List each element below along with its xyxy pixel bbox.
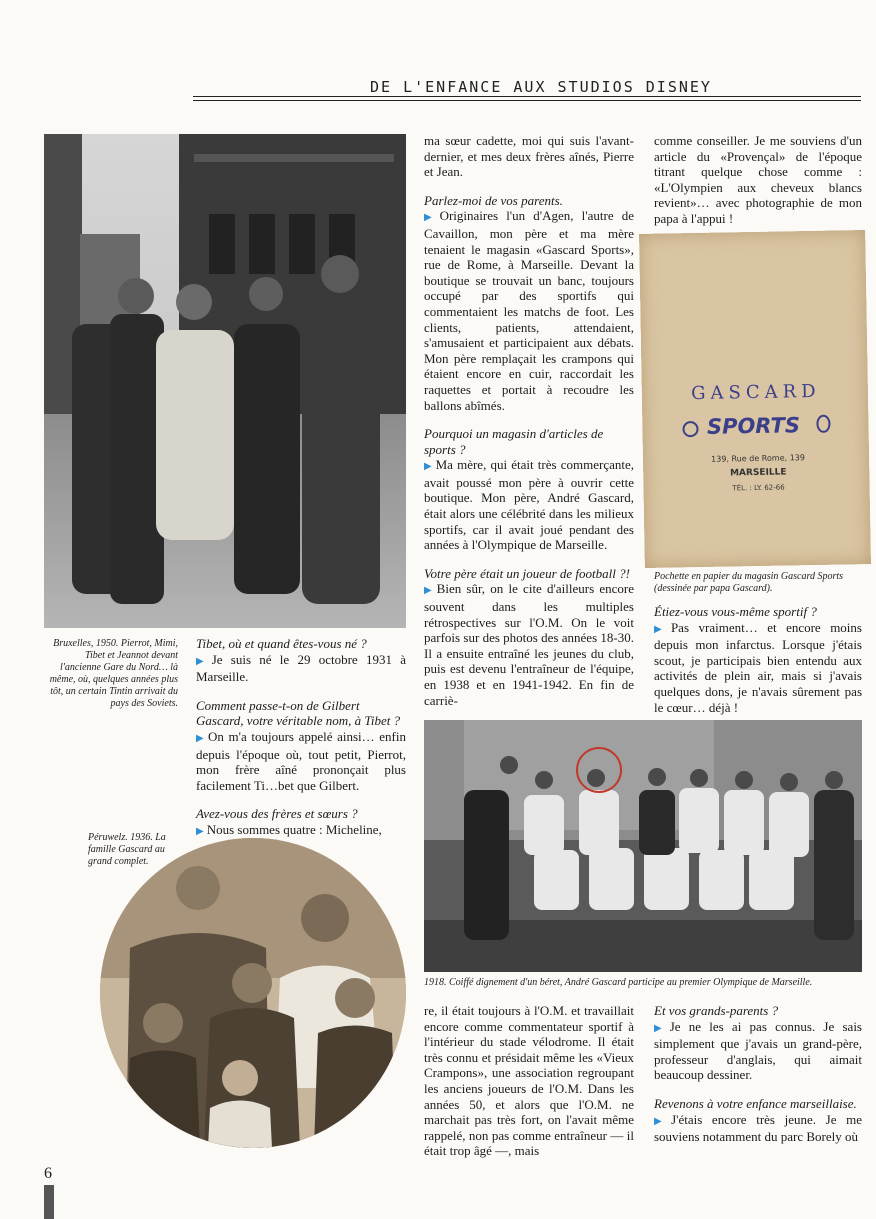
column-2	[424, 133, 634, 721]
column-3	[654, 133, 862, 240]
running-header: DE L'ENFANCE AUX STUDIOS DISNEY	[370, 78, 712, 96]
answer: J'étais encore très jeune. Je me souviens notamment du parc Borely où	[654, 1111, 862, 1145]
bag-address: 139, Rue de Rome, 139	[711, 453, 806, 464]
family-portrait-photo	[100, 838, 406, 1148]
triangle-bullet-icon: ▶	[424, 585, 434, 597]
question: Avez-vous des frères et sœurs ?	[196, 806, 358, 822]
question: Et vos grands-parents ?	[654, 1003, 779, 1018]
column-1	[196, 636, 406, 853]
column-3-continued	[654, 604, 862, 728]
peruwelz-caption: Péruwelz. 1936. La famille Gascard au grand complet.	[88, 832, 166, 867]
page-marker-bar	[44, 1185, 54, 1219]
question: Étiez-vous vous-même sportif ?	[654, 604, 817, 619]
triangle-bullet-icon: ▶	[424, 212, 437, 224]
triangle-bullet-icon: ▶	[424, 461, 433, 473]
bag-city: MARSEILLE	[729, 467, 787, 479]
paragraph: re, il était toujours à l'O.M. et travaillait encore comme commentateur sportif à l'intérieur du stade vélodrome. Il était très connu et présidait même les «Vieux Crampons», une association regroupant les anciens joueurs de l'O.M. Dans les années 50, et alors que l'O.M. ne marchait pas très fort, on l'avait même rappelé, non pas comme entraîneur — il était trop âgé —, mais	[424, 1003, 634, 1159]
team-caption: 1918. Coiffé dignement d'un béret, André Gascard participe au premier Olympique de Marseille.	[424, 977, 813, 988]
pochette-caption: Pochette en papier du magasin Gascard Sports (dessinée par papa Gascard).	[654, 571, 844, 594]
question: Comment passe-t-on de Gilbert Gascard, votre véritable nom, à Tibet ?	[196, 697, 401, 729]
team-1918-photo	[424, 720, 862, 972]
answer: Je ne les ai pas connus. Je sais simplement que j'avais un grand-père, professeur d'anglais, qui aimait beaucoup dessiner.	[654, 1018, 862, 1083]
triangle-bullet-icon: ▶	[654, 1115, 669, 1127]
answer: Pas vraiment… et encore moins depuis mon infarctus. Lorsque j'étais scout, je participais bien entendu aux activités de plein air, mais si j'avais quelques dons, je n'avais sûrement pas le cœur… déjà !	[654, 619, 862, 715]
triangle-bullet-icon: ▶	[654, 1022, 667, 1034]
bag-brand: GASCARD	[690, 380, 821, 405]
answer: Ma mère, qui était très commerçante, avait poussé mon père à ouvrir cette boutique. Mon père, André Gascard, était alors une célébrité dans les milieux sportifs, car il avait joué pendant des années à l'Olympique de Marseille.	[424, 457, 634, 553]
question: Pourquoi un magasin d'articles de sports ?	[424, 426, 604, 457]
football-icon	[682, 421, 698, 437]
page-number: 6	[44, 1165, 52, 1182]
bag-phone: TÉL. : LY. 62-66	[732, 483, 785, 493]
answer: On m'a toujours appelé ainsi… enfin depuis l'époque où, tout petit, Pierrot, mon frère aîné prononçait plus facilement Ti…bet que Gilbert.	[196, 728, 406, 793]
gascard-sports-bag-photo	[639, 230, 871, 568]
paragraph: ma sœur cadette, moi qui suis l'avant-dernier, et mes deux frères aînés, Pierre et Jean.	[424, 133, 634, 180]
triangle-bullet-icon: ▶	[196, 655, 209, 667]
answer: Je suis né le 29 octobre 1931 à Marseille.	[196, 651, 406, 685]
question: Revenons à votre enfance marseillaise.	[654, 1095, 857, 1111]
column-5	[654, 1003, 862, 1158]
answer: Nous sommes quatre : Micheline,	[206, 821, 382, 837]
brussels-photo	[44, 134, 406, 628]
triangle-bullet-icon: ▶	[196, 732, 206, 744]
racket-icon	[816, 415, 830, 433]
triangle-bullet-icon: ▶	[654, 623, 668, 635]
column-4	[424, 1003, 634, 1172]
answer: Bien sûr, on le cite d'ailleurs encore souvent dans les multiples rétrospectives sur l'O.M. On le voit parfois sur des photos des années 18-30. Il a ensuite entraîné les jeunes du club, puis est devenu l'entraîneur de l'équipe, en 1938 et en 1941-1942. En fin de carriè-	[424, 581, 634, 708]
header-rule	[193, 96, 861, 97]
brussels-caption: Bruxelles, 1950. Pierrot, Mimi, Tibet et Jeannot devant l'ancienne Gare du Nord… là même, où, quelques années plus tôt, un certain Tintin arrivait du pays des Soviets.	[49, 638, 178, 709]
question: Parlez-moi de vos parents.	[424, 192, 563, 208]
question: Tibet, où et quand êtes-vous né ?	[196, 636, 367, 651]
question: Votre père était un joueur de football ?!	[424, 565, 630, 581]
answer: Originaires l'un d'Agen, l'autre de Cavaillon, mon père et ma mère tenaient le magasin «Gascard Sports», rue de Rome, à Marseille. Devant la boutique se trouvait un banc, toujours occupé par des sportifs qui commentaient les matchs de foot. Les clients, patients, attendaient, s'amusaient et participaient aux débats. Mon père remplaçait les crampons qui étaient encore en cuir, raccordait les raquettes et portait à recoudre les ballons abîmés.	[424, 208, 634, 413]
bag-sports: SPORTS	[706, 413, 801, 439]
header-rule	[193, 100, 861, 101]
triangle-bullet-icon: ▶	[196, 825, 204, 837]
paragraph: comme conseiller. Je me souviens d'un article du «Provençal» de l'époque titrant quelque chose comme : «L'Olympien aux cheveux blancs revient»… avec photographie de mon papa à l'appui !	[654, 133, 862, 226]
